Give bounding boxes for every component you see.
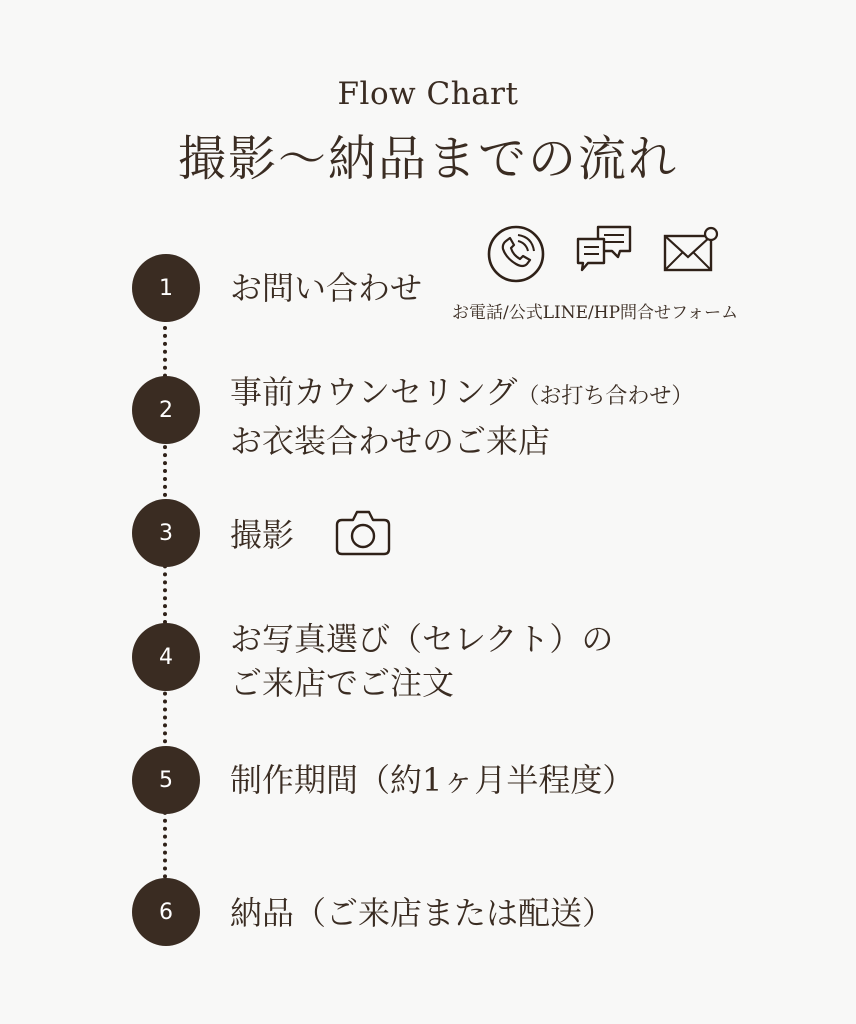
step-2-title: 事前カウンセリング [230,373,518,411]
contact-caption: お電話/公式LINE/HP問合せフォーム [452,303,739,323]
mail-icon [662,224,722,276]
step-2-badge: 2 [132,376,200,444]
phone-icon [486,224,546,284]
step-1-label: お問い合わせ [230,269,423,307]
step-3-badge: 3 [132,499,200,567]
step-4-label [230,617,613,705]
step-6-label: 納品（ご来店または配送） [230,894,615,932]
step-4-badge: 4 [132,623,200,691]
step-3-label: 撮影 [230,516,295,554]
step-2-label [230,370,693,463]
step-4-line-1: お写真選び（セレクト）の [230,620,614,658]
page-title: 撮影〜納品までの流れ [177,131,678,187]
step-6-badge: 6 [132,878,200,946]
step-5-label: 制作期間（約1ヶ月半程度） [230,761,635,799]
step-2-line-1 [230,370,693,419]
step-1-badge: 1 [132,254,200,322]
chat-icon [574,224,634,278]
step-2-note: （お打ち合わせ） [517,384,694,409]
step-5-badge: 5 [132,746,200,814]
flow-subtitle: Flow Chart [337,76,519,112]
step-2-line-2: お衣装合わせのご来店 [230,422,551,460]
step-4-line-2: ご来店でご注文 [230,664,455,702]
camera-icon [334,508,392,558]
